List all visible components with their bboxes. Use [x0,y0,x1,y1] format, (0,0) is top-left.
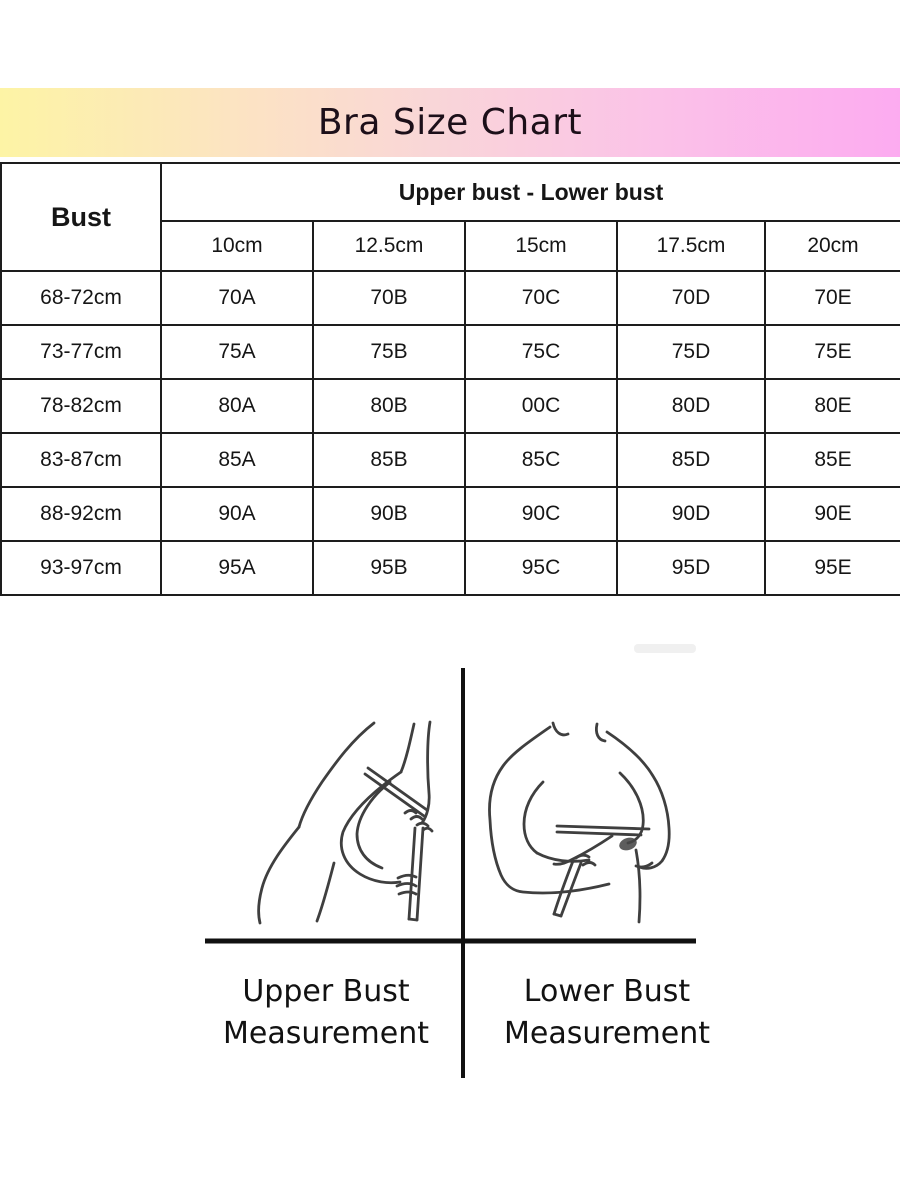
size-cell: 70C [465,271,617,325]
size-cell: 00C [465,379,617,433]
size-cell: 90A [161,487,313,541]
size-cell: 75D [617,325,765,379]
page-title: Bra Size Chart [317,102,583,143]
size-cell: 75E [765,325,900,379]
caption-line: Measurement [223,1016,429,1051]
caption-line: Measurement [504,1016,710,1051]
column-header-cell: 17.5cm [617,221,765,271]
table-row [1,433,900,487]
size-cell: 85B [313,433,465,487]
table-row [1,271,900,325]
bra-size-table [0,162,900,596]
size-cell: 95D [617,541,765,595]
bust-range-cell: 88-92cm [1,487,161,541]
size-cell: 85C [465,433,617,487]
caption-line: Upper Bust [242,974,410,1009]
column-header-cell: 12.5cm [313,221,465,271]
bust-range-cell: 83-87cm [1,433,161,487]
size-cell: 85D [617,433,765,487]
size-cell: 70A [161,271,313,325]
size-cell: 80D [617,379,765,433]
size-cell: 90C [465,487,617,541]
size-cell: 85E [765,433,900,487]
lower-bust-caption [456,971,758,1055]
bust-range-cell: 73-77cm [1,325,161,379]
bust-corner-header: Bust [1,163,161,271]
upper-bust-caption [175,971,477,1055]
size-cell: 95E [765,541,900,595]
size-cell: 90B [313,487,465,541]
table-header-row [1,163,900,221]
size-cell: 95B [313,541,465,595]
column-header-cell: 10cm [161,221,313,271]
upper-bust-figure-icon [259,722,432,923]
size-cell: 95A [161,541,313,595]
table-row [1,379,900,433]
size-cell: 70D [617,271,765,325]
title-banner [0,88,900,157]
size-cell: 90E [765,487,900,541]
size-cell: 80B [313,379,465,433]
table-row [1,541,900,595]
bust-range-cell: 68-72cm [1,271,161,325]
group-header: Upper bust - Lower bust [161,163,900,221]
lower-bust-figure-icon [490,723,670,922]
size-cell: 80E [765,379,900,433]
size-cell: 75C [465,325,617,379]
column-header-cell: 20cm [765,221,900,271]
table-row [1,487,900,541]
size-cell: 80A [161,379,313,433]
size-cell: 75A [161,325,313,379]
bust-range-cell: 93-97cm [1,541,161,595]
size-cell: 70E [765,271,900,325]
size-cell: 95C [465,541,617,595]
bust-range-cell: 78-82cm [1,379,161,433]
column-header-cell: 15cm [465,221,617,271]
caption-line: Lower Bust [523,974,691,1009]
size-cell: 70B [313,271,465,325]
size-cell: 75B [313,325,465,379]
table-row [1,325,900,379]
size-cell: 90D [617,487,765,541]
size-cell: 85A [161,433,313,487]
